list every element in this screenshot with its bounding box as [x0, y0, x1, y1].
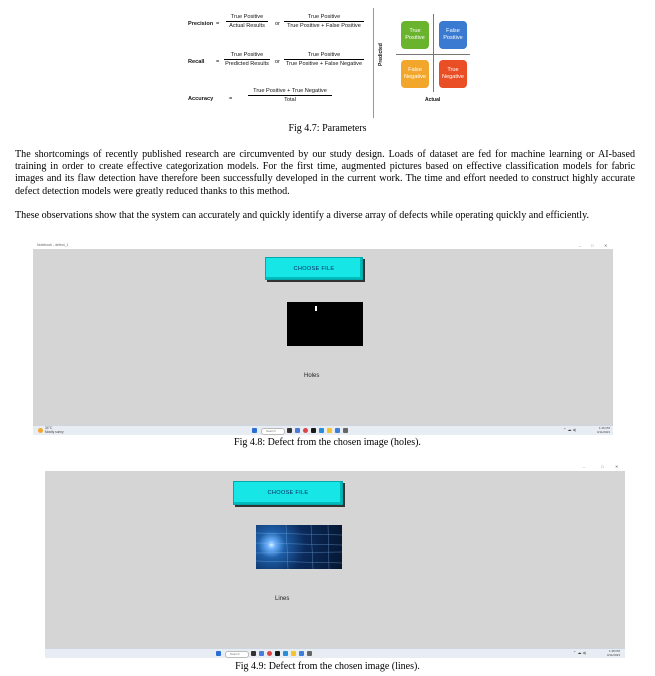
- weather-desc: Mostly sunny: [45, 429, 64, 434]
- app-icon-2[interactable]: [307, 651, 312, 656]
- lines-defect-texture: [256, 525, 342, 569]
- taskbar-search-2[interactable]: Search: [225, 651, 249, 658]
- screenshot-lines: [45, 471, 625, 658]
- taskbar-clock-2[interactable]: [598, 650, 620, 657]
- minimize-icon-2[interactable]: –: [583, 464, 585, 469]
- accuracy-label: Accuracy: [188, 96, 214, 102]
- task-view-icon[interactable]: [287, 428, 292, 433]
- close-icon[interactable]: ✕: [604, 243, 608, 248]
- weather-icon: [38, 428, 43, 433]
- recall-denominator-2: True Positive + False Negative: [285, 61, 363, 67]
- chrome-icon[interactable]: [303, 428, 308, 433]
- matrix-cell-false-positive: False Positive: [439, 21, 467, 49]
- figure-divider: [373, 8, 374, 118]
- window-title: Notebook - defect_1: [37, 243, 69, 247]
- figure-4-9-caption: Fig 4.9: Defect from the chosen image (lines).: [235, 661, 420, 672]
- recall-denominator: Predicted Results: [225, 61, 269, 67]
- clock-time: 1:46 PM: [598, 426, 610, 430]
- choose-file-button[interactable]: CHOOSE FILE: [265, 257, 363, 280]
- figure-4-8-caption: Fig 4.8: Defect from the chosen image (holes).: [234, 437, 421, 448]
- recall-numerator: True Positive: [224, 52, 270, 60]
- terminal-icon-2[interactable]: [275, 651, 280, 656]
- minimize-icon[interactable]: –: [579, 243, 582, 248]
- accuracy-equals: =: [229, 96, 233, 102]
- matrix-cell-true-negative: True Negative: [439, 60, 467, 88]
- matrix-axis-horizontal: [396, 54, 470, 55]
- recall-or: or: [275, 59, 280, 65]
- window-titlebar-2: [45, 463, 625, 471]
- edge-icon-2[interactable]: [283, 651, 288, 656]
- accuracy-denominator: Total: [284, 97, 296, 103]
- weather-temp: 34°C: [45, 426, 53, 430]
- terminal-icon[interactable]: [311, 428, 316, 433]
- body-paragraph-1: The shortcomings of recently published research are circumvented by our study design. Loads of dataset are fed for machine learning or AI-based training in order to create effective categorization models. For the first time, augmented pictures based on effective classification models for fabric images and its flaw detection have therefore been successfully developed in the current work. The time and effort needed to construct highly accurate defect detection models were greatly reduced thanks to this method.: [15, 149, 635, 197]
- matrix-cell-false-negative: False Negative: [401, 60, 429, 88]
- clock-date-2: 4/11/2023: [606, 652, 620, 657]
- chrome-icon-2[interactable]: [267, 651, 272, 656]
- recall-numerator-2: True Positive: [284, 52, 364, 60]
- taskbar-clock[interactable]: [588, 427, 610, 434]
- hole-defect-mark: [315, 306, 317, 311]
- clock-date: 4/11/2023: [596, 429, 610, 434]
- precision-numerator-2: True Positive: [284, 14, 364, 22]
- chat-icon[interactable]: [295, 428, 300, 433]
- weather-widget[interactable]: [45, 427, 64, 434]
- accuracy-numerator: True Positive + True Negative: [248, 88, 332, 96]
- accuracy-fraction: [248, 88, 332, 103]
- taskbar: [33, 425, 613, 435]
- precision-or: or: [275, 21, 280, 27]
- image-preview: [287, 302, 363, 346]
- close-icon-2[interactable]: ✕: [615, 464, 619, 469]
- maximize-icon-2[interactable]: □: [601, 464, 604, 469]
- image-preview-2: [256, 525, 342, 569]
- recall-equals: =: [216, 59, 220, 65]
- app-icon[interactable]: [343, 428, 348, 433]
- precision-fraction-2: [284, 14, 364, 29]
- python-icon[interactable]: [335, 428, 340, 433]
- windows-start-icon-2[interactable]: [216, 651, 221, 656]
- choose-file-button-2[interactable]: CHOOSE FILE: [233, 481, 343, 505]
- precision-label: Precision: [188, 21, 214, 27]
- figure-4-7-caption: Fig 4.7: Parameters: [288, 123, 367, 134]
- window-titlebar: [33, 242, 613, 249]
- taskbar-search[interactable]: Search: [261, 428, 285, 435]
- body-paragraph-2: These observations show that the system can accurately and quickly identify a diverse array of defects while operating quickly and efficiently.: [15, 210, 590, 221]
- matrix-x-label: Actual: [425, 97, 441, 103]
- matrix-cell-true-positive: True Positive: [401, 21, 429, 49]
- chat-icon-2[interactable]: [259, 651, 264, 656]
- precision-denominator-2: True Positive + False Positive: [287, 23, 361, 29]
- precision-equals: =: [216, 21, 220, 27]
- recall-fraction-2: [284, 52, 364, 67]
- edge-icon[interactable]: [319, 428, 324, 433]
- recall-label: Recall: [188, 59, 205, 65]
- task-view-icon-2[interactable]: [251, 651, 256, 656]
- clock-time-2: 1:48 PM: [608, 649, 620, 653]
- file-explorer-icon-2[interactable]: [291, 651, 296, 656]
- python-icon-2[interactable]: [299, 651, 304, 656]
- file-explorer-icon[interactable]: [327, 428, 332, 433]
- precision-denominator: Actual Results: [229, 23, 265, 29]
- precision-numerator: True Positive: [226, 14, 268, 22]
- recall-fraction-1: [224, 52, 270, 67]
- precision-fraction-1: [226, 14, 268, 29]
- screenshot-holes: [33, 242, 613, 435]
- matrix-y-label: Predicted: [378, 43, 384, 66]
- maximize-icon[interactable]: □: [591, 243, 594, 248]
- matrix-axis-vertical: [433, 14, 434, 92]
- system-tray-icons-2[interactable]: ⌃ ☁ ◂): [573, 650, 586, 655]
- taskbar-2: [45, 648, 625, 658]
- system-tray-icons[interactable]: ⌃ ☁ ◂): [563, 427, 576, 432]
- result-label-2: Lines: [275, 596, 290, 602]
- windows-start-icon[interactable]: [252, 428, 257, 433]
- result-label: Holes: [304, 373, 320, 379]
